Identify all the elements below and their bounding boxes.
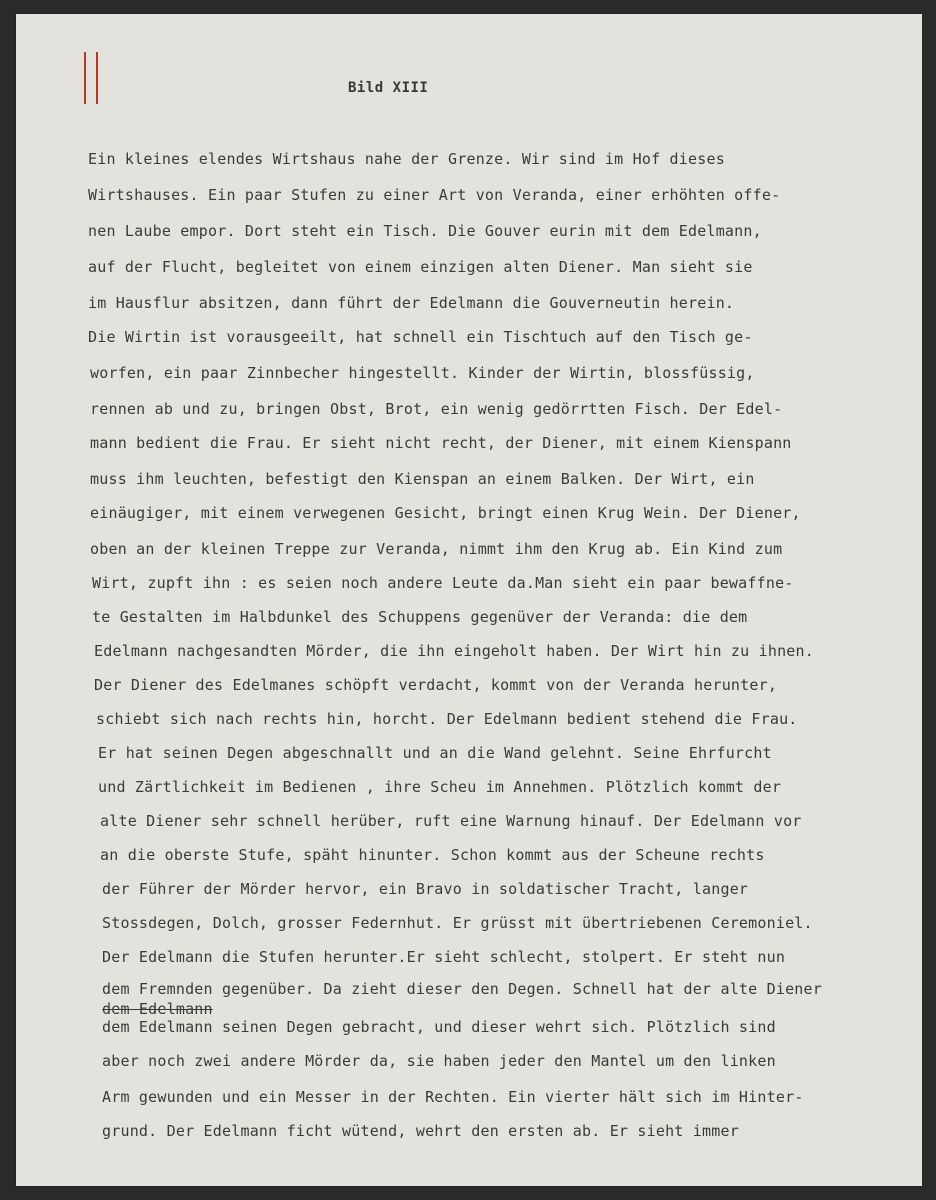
text-line: alte Diener sehr schnell herüber, ruft eine Warnung hinauf. Der Edelmann vor [100, 812, 802, 830]
text-line: grund. Der Edelmann ficht wütend, wehrt den ersten ab. Er sieht immer [102, 1122, 739, 1140]
text-line: Wirt, zupft ihn : es seien noch andere Leute da.Man sieht ein paar bewaffne- [92, 574, 794, 592]
text-line: mann bedient die Frau. Er sieht nicht recht, der Diener, mit einem Kienspann [90, 434, 792, 452]
page-title: Bild XIII [348, 80, 429, 96]
text-line: schiebt sich nach rechts hin, horcht. Der Edelmann bedient stehend die Frau. [96, 710, 798, 728]
text-line: te Gestalten im Halbdunkel des Schuppens gegenüver der Veranda: die dem [92, 608, 748, 626]
text-line: Ein kleines elendes Wirtshaus nahe der Grenze. Wir sind im Hof dieses [88, 150, 725, 168]
text-line: nen Laube empor. Dort steht ein Tisch. Die Gouver eurin mit dem Edelmann, [88, 222, 762, 240]
text-line: an die oberste Stufe, späht hinunter. Schon kommt aus der Scheune rechts [100, 846, 765, 864]
text-line: oben an der kleinen Treppe zur Veranda, nimmt ihm den Krug ab. Ein Kind zum [90, 540, 783, 558]
text-line: auf der Flucht, begleitet von einem einzigen alten Diener. Man sieht sie [88, 258, 753, 276]
text-line: und Zärtlichkeit im Bedienen , ihre Scheu im Annehmen. Plötzlich kommt der [98, 778, 782, 796]
text-line: Die Wirtin ist vorausgeeilt, hat schnell ein Tischtuch auf den Tisch ge- [88, 328, 753, 346]
text-line: dem Fremnden gegenüber. Da zieht dieser den Degen. Schnell hat der alte Diener [102, 980, 822, 998]
text-line: Wirtshauses. Ein paar Stufen zu einer Art von Veranda, einer erhöhten offe- [88, 186, 781, 204]
typescript-page [16, 14, 922, 1186]
text-line: einäugiger, mit einem verwegenen Gesicht, bringt einen Krug Wein. Der Diener, [90, 504, 801, 522]
text-line: Edelmann nachgesandten Mörder, die ihn eingeholt haben. Der Wirt hin zu ihnen. [94, 642, 814, 660]
text-line: Der Edelmann die Stufen herunter.Er sieht schlecht, stolpert. Er steht nun [102, 948, 786, 966]
margin-mark [96, 52, 98, 104]
text-line: Arm gewunden und ein Messer in der Rechten. Ein vierter hält sich im Hinter- [102, 1088, 804, 1106]
text-line: rennen ab und zu, bringen Obst, Brot, ein wenig gedörrtten Fisch. Der Edel- [90, 400, 783, 418]
margin-mark [84, 52, 86, 104]
text-line: Stossdegen, Dolch, grosser Federnhut. Er grüsst mit übertriebenen Ceremoniel. [102, 914, 813, 932]
text-line: dem Edelmann seinen Degen gebracht, und dieser wehrt sich. Plötzlich sind [102, 1018, 776, 1036]
text-line: Der Diener des Edelmanes schöpft verdacht, kommt von der Veranda herunter, [94, 676, 778, 694]
text-line: aber noch zwei andere Mörder da, sie haben jeder den Mantel um den linken [102, 1052, 776, 1070]
text-line: Er hat seinen Degen abgeschnallt und an die Wand gelehnt. Seine Ehrfurcht [98, 744, 772, 762]
struck-text-line: dem Edelmann [102, 1000, 213, 1018]
text-line: im Hausflur absitzen, dann führt der Edelmann die Gouverneutin herein. [88, 294, 735, 312]
text-line: worfen, ein paar Zinnbecher hingestellt. Kinder der Wirtin, blossfüssig, [90, 364, 755, 382]
text-line: muss ihm leuchten, befestigt den Kienspan an einem Balken. Der Wirt, ein [90, 470, 755, 488]
text-line: der Führer der Mörder hervor, ein Bravo in soldatischer Tracht, langer [102, 880, 749, 898]
